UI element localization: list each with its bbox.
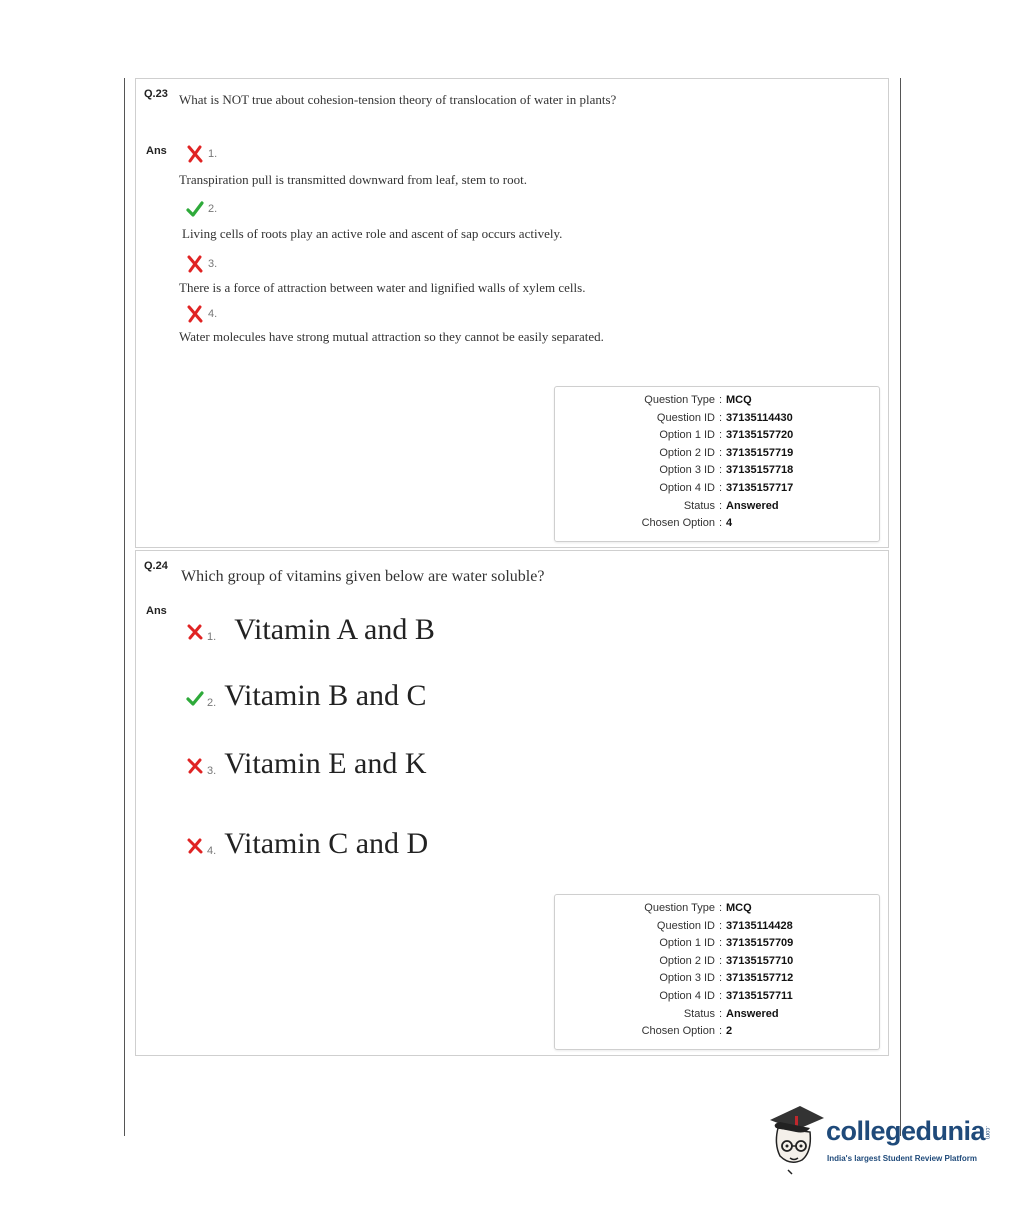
info-row-option-4-id: Option 4 ID : 37135157717 <box>659 481 794 494</box>
option-3-mark <box>186 255 217 273</box>
info-row-option-1-id: Option 1 ID : 37135157720 <box>659 429 794 442</box>
option-text: Vitamin B and C <box>224 679 427 712</box>
option-3-text: There is a force of attraction between water and lignified walls of xylem cells. <box>179 280 586 295</box>
question-number: Q.24 <box>144 560 168 572</box>
frame-border-right <box>900 78 901 1136</box>
question-block-24 <box>135 550 889 1056</box>
option-number: 3. <box>207 765 217 777</box>
question-block-23 <box>135 78 889 548</box>
option-text: Vitamin C and D <box>224 827 429 860</box>
option-number: 3. <box>208 258 218 270</box>
answer-label: Ans <box>146 145 167 157</box>
option-2-text: Living cells of roots play an active role and ascent of sap occurs actively. <box>182 226 563 241</box>
info-row-question-id: Question ID : 37135114430 <box>656 411 793 424</box>
info-row-status: Status : Answered <box>683 499 779 512</box>
brand-tagline: India's largest Student Review Platform <box>827 1154 977 1163</box>
check-icon <box>186 689 204 707</box>
option-2 <box>186 679 427 713</box>
info-row-status: Status : Answered <box>683 1007 779 1020</box>
info-row-option-3-id: Option 3 ID : 37135157718 <box>659 464 794 477</box>
cross-icon <box>186 757 204 775</box>
info-row-option-2-id: Option 2 ID : 37135157710 <box>659 954 794 967</box>
option-number: 4. <box>207 845 217 857</box>
info-row-option-3-id: Option 3 ID : 37135157712 <box>659 972 794 985</box>
cross-icon <box>186 145 204 163</box>
check-icon <box>186 200 204 218</box>
option-3 <box>186 747 427 781</box>
brand-suffix: .com <box>984 1126 990 1140</box>
option-number: 1. <box>208 148 218 160</box>
option-4 <box>186 827 428 861</box>
info-row-question-type: Question Type : MCQ <box>644 902 752 914</box>
option-1-text: Transpiration pull is transmitted downward from leaf, stem to root. <box>179 172 527 187</box>
frame-border-left <box>124 78 125 1136</box>
option-number: 2. <box>207 697 217 709</box>
question-number: Q.23 <box>144 88 168 100</box>
question-info-panel <box>554 386 880 542</box>
question-text: Which group of vitamins given below are water soluble? <box>181 568 545 585</box>
info-row-option-2-id: Option 2 ID : 37135157719 <box>659 446 794 459</box>
option-1 <box>186 613 435 647</box>
option-text: Vitamin E and K <box>224 747 427 780</box>
brand-name: collegedunia <box>826 1116 986 1146</box>
info-row-option-4-id: Option 4 ID : 37135157711 <box>659 989 793 1002</box>
option-1-mark <box>186 145 217 163</box>
collegedunia-logo <box>766 1104 996 1176</box>
option-2-mark <box>186 200 217 218</box>
student-mascot-icon <box>766 1104 824 1176</box>
option-4-text: Water molecules have strong mutual attraction so they cannot be easily separated. <box>179 329 604 344</box>
info-row-option-1-id: Option 1 ID : 37135157709 <box>659 937 794 950</box>
question-info-panel <box>554 894 880 1050</box>
answer-label: Ans <box>146 605 167 617</box>
cross-icon <box>186 305 204 323</box>
option-text: Vitamin A and B <box>234 613 435 646</box>
cross-icon <box>186 623 204 641</box>
option-number: 4. <box>208 308 218 320</box>
option-number: 2. <box>208 203 218 215</box>
info-row-chosen-option: Chosen Option : 4 <box>641 517 733 530</box>
cross-icon <box>186 255 204 273</box>
info-row-chosen-option: Chosen Option : 2 <box>641 1025 733 1038</box>
cross-icon <box>186 837 204 855</box>
option-4-mark <box>186 305 217 323</box>
info-row-question-type: Question Type : MCQ <box>644 394 752 406</box>
info-row-question-id: Question ID : 37135114428 <box>656 919 793 932</box>
option-number: 1. <box>207 631 217 643</box>
question-text: What is NOT true about cohesion-tension theory of translocation of water in plants? <box>179 92 617 107</box>
